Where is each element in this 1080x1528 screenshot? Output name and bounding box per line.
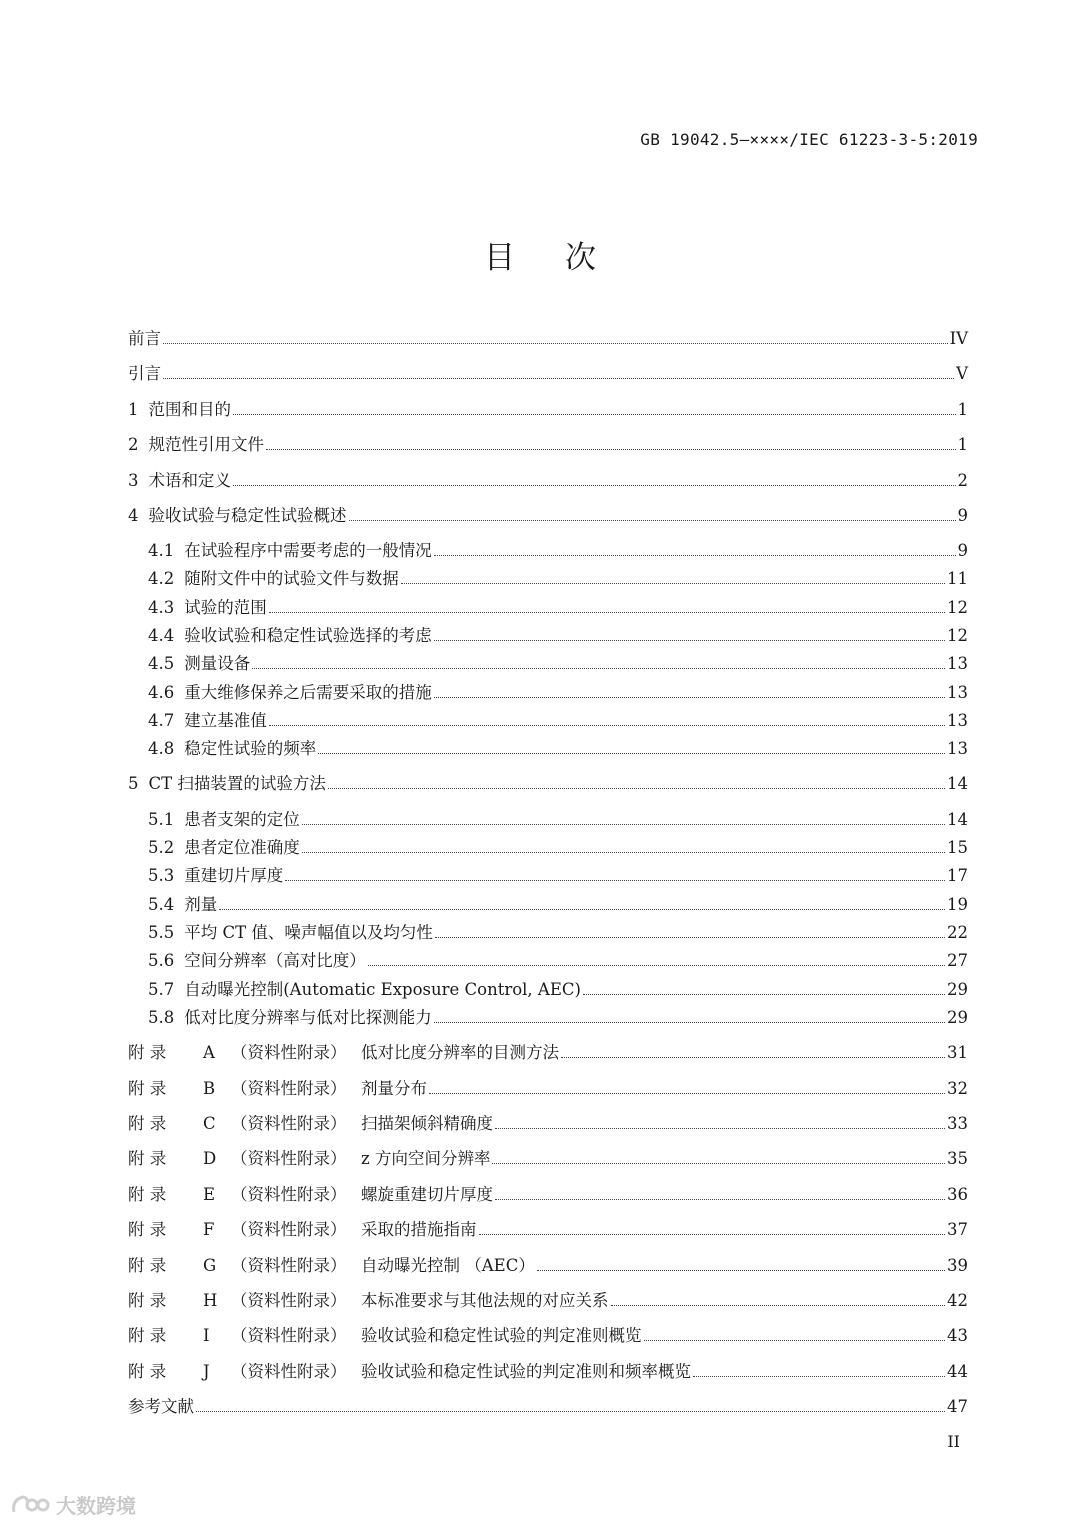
toc-entry[interactable] [128,1178,968,1206]
toc-entry-label [128,1396,194,1418]
toc-entry[interactable] [148,859,968,887]
toc-entry-label [128,434,264,456]
toc-entry-label [148,738,316,760]
appendix-type: （资料性附录） [231,1362,347,1381]
dot-leader [611,1305,946,1306]
section-number: 4.7 [148,711,175,730]
appendix-type: （资料性附录） [231,1149,347,1168]
section-title: 引言 [128,364,161,383]
section-title: 低对比度分辨率的目测方法 [361,1043,559,1062]
toc-page-number: 36 [947,1185,968,1204]
toc-page-number: 15 [947,838,968,857]
toc-entry-label [128,1042,559,1064]
toc-entry-label [148,950,366,972]
section-title: 范围和目的 [148,400,231,419]
toc-page-number: 13 [947,654,968,673]
section-number: 4.3 [148,598,175,617]
toc-entry-label [128,363,161,385]
toc-entry[interactable] [128,1107,968,1135]
toc-entry[interactable] [148,888,968,916]
dot-leader [434,697,945,698]
section-title: 建立基准值 [184,711,267,730]
section-number: 4.2 [148,569,175,588]
toc-entry[interactable] [148,704,968,732]
dot-leader [252,668,945,669]
dot-leader [429,1093,945,1094]
appendix-letter: I [203,1326,210,1345]
appendix-type: （资料性附录） [231,1256,347,1275]
toc-entry[interactable] [148,916,968,944]
section-number: 1 [128,400,139,419]
toc-entry[interactable] [128,499,968,527]
appendix-letter: C [203,1114,216,1133]
toc-entry-label [148,540,432,562]
section-title: 扫描架倾斜精确度 [361,1114,493,1133]
section-number: 5.8 [148,1008,175,1027]
dot-leader [269,725,945,726]
toc-page-number: 1 [957,435,968,454]
toc-page-number: 2 [957,471,968,490]
section-title: 试验的范围 [184,598,267,617]
toc-entry-label [128,1290,609,1312]
toc-entry-label [148,837,300,859]
dot-leader [434,555,956,556]
toc-entry-label [148,979,581,1001]
section-title: 剂量分布 [361,1079,427,1098]
section-title: 自动曝光控制(Automatic Exposure Control, AEC) [184,980,581,999]
section-number: 4.1 [148,541,175,560]
toc-entry[interactable] [128,1142,968,1170]
section-number: 4.4 [148,626,175,645]
section-number: 5.5 [148,923,175,942]
toc-entry[interactable] [128,767,968,795]
toc-entry[interactable] [148,1001,968,1029]
toc-page-number: 12 [947,626,968,645]
toc-entry-label [128,1255,535,1277]
appendix-word: 附 录 [128,1185,167,1204]
watermark-text: 大数跨境 [56,1494,136,1518]
toc-entry[interactable] [128,322,968,350]
toc-page-number: 22 [947,923,968,942]
toc-page-number: 47 [947,1397,968,1416]
toc-entry-label [148,1007,432,1029]
toc-entry[interactable] [128,464,968,492]
section-title: 稳定性试验的频率 [184,739,317,758]
toc-entry[interactable] [148,647,968,675]
section-title: 验收试验和稳定性试验选择的考虑 [184,626,432,645]
watermark-logo-icon [10,1492,50,1518]
appendix-letter: G [203,1256,217,1275]
toc-entry[interactable] [148,831,968,859]
dot-leader [479,1234,946,1235]
section-title: 重建切片厚度 [184,866,284,885]
section-title: 平均 CT 值、噪声幅值以及均匀性 [184,923,433,942]
toc-entry[interactable] [148,534,968,562]
toc-entry-label [128,1361,691,1383]
toc-entry[interactable] [148,803,968,831]
toc-page-number: 13 [947,711,968,730]
dot-leader [434,1022,945,1023]
section-title: 本标准要求与其他法规的对应关系 [361,1291,609,1310]
toc-entry-label [148,653,250,675]
toc-entry-label [148,682,432,704]
toc-entry[interactable] [148,944,968,972]
toc-page-number: 12 [947,598,968,617]
dot-leader [285,880,945,881]
section-title: 空间分辨率（高对比度） [184,951,366,970]
dot-leader [435,937,945,938]
section-title: 随附文件中的试验文件与数据 [184,569,399,588]
toc-entry[interactable] [148,619,968,647]
dot-leader [219,909,945,910]
toc-page-number: 39 [947,1256,968,1275]
toc-entry-label [148,894,217,916]
dot-leader [233,414,956,415]
appendix-type: （资料性附录） [231,1326,347,1345]
toc-entry[interactable] [148,676,968,704]
toc-entry-label [148,922,433,944]
appendix-type: （资料性附录） [231,1079,347,1098]
toc-entry[interactable] [148,591,968,619]
appendix-letter: E [203,1185,216,1204]
dot-leader [492,1163,945,1164]
appendix-letter: F [203,1220,215,1239]
section-title: 前言 [128,329,161,348]
toc-page-number: 37 [947,1220,968,1239]
section-title: 患者定位准确度 [184,838,300,857]
toc-entry[interactable] [128,1284,968,1312]
dot-leader [693,1376,945,1377]
appendix-word: 附 录 [128,1291,167,1310]
appendix-letter: B [203,1079,216,1098]
toc-page-number: 14 [947,774,968,793]
toc-entry-label [128,328,161,350]
page-number: II [947,1432,960,1451]
toc-page-number: 29 [947,980,968,999]
dot-leader [495,1199,945,1200]
section-title: 验收试验与稳定性试验概述 [148,506,347,525]
appendix-letter: H [203,1291,218,1310]
appendix-word: 附 录 [128,1256,167,1275]
appendix-word: 附 录 [128,1220,167,1239]
toc-page-number: 14 [947,810,968,829]
dot-leader [302,852,945,853]
dot-leader [163,343,948,344]
dot-leader [495,1128,945,1129]
section-title: CT 扫描装置的试验方法 [148,774,326,793]
toc-entry-label [148,597,267,619]
toc-entry-label [128,399,231,421]
toc-entry[interactable] [148,562,968,590]
toc-entry-label [128,1078,427,1100]
dot-leader [401,583,945,584]
appendix-word: 附 录 [128,1114,167,1133]
toc-page-number: 42 [947,1291,968,1310]
toc-page-number: 32 [947,1079,968,1098]
section-number: 5.7 [148,980,175,999]
toc-page-number: 29 [947,1008,968,1027]
dot-leader [163,378,954,379]
appendix-type: （资料性附录） [231,1291,347,1310]
section-number: 5.2 [148,838,175,857]
appendix-word: 附 录 [128,1149,167,1168]
toc-page-number: 33 [947,1114,968,1133]
section-title: 重大维修保养之后需要采取的措施 [184,683,432,702]
appendix-type: （资料性附录） [231,1043,347,1062]
section-number: 5 [128,774,139,793]
dot-leader [349,520,956,521]
toc-page-number: 43 [947,1326,968,1345]
section-number: 4.6 [148,683,175,702]
toc-page-number: 1 [957,400,968,419]
appendix-letter: A [203,1043,215,1062]
toc-entry-label [128,1113,493,1135]
appendix-type: （资料性附录） [231,1220,347,1239]
section-number: 4 [128,506,139,525]
toc-entry[interactable] [148,973,968,1001]
section-title: z 方向空间分辨率 [361,1149,491,1168]
section-number: 5.1 [148,810,175,829]
section-number: 2 [128,435,139,454]
toc-page-number: 19 [947,895,968,914]
dot-leader [583,994,945,995]
toc-entry[interactable] [128,1355,968,1383]
dot-leader [328,788,945,789]
section-title: 参考文献 [128,1397,194,1416]
toc-entry[interactable] [128,393,968,421]
toc-page-number: 17 [947,866,968,885]
toc-entry[interactable] [128,428,968,456]
toc-entry[interactable] [128,1036,968,1064]
toc-entry[interactable] [128,1390,968,1418]
toc-entry-label [148,568,399,590]
watermark [10,1490,136,1519]
section-title: 在试验程序中需要考虑的一般情况 [184,541,432,560]
section-title: 验收试验和稳定性试验的判定准则概览 [361,1326,642,1345]
toc-page-number: 9 [957,541,968,560]
appendix-letter: J [203,1362,210,1381]
dot-leader [644,1340,946,1341]
toc-entry-label [148,865,283,887]
section-title: 验收试验和稳定性试验的判定准则和频率概览 [361,1362,691,1381]
toc-entry-label [148,710,267,732]
toc-entry-label [148,625,432,647]
toc-page-number: 13 [947,683,968,702]
dot-leader [318,753,945,754]
dot-leader [233,485,956,486]
dot-leader [269,612,945,613]
toc-entry-label [128,1148,490,1170]
toc-page-number: 44 [947,1362,968,1381]
appendix-type: （资料性附录） [231,1185,347,1204]
section-number: 4.8 [148,739,175,758]
appendix-word: 附 录 [128,1079,167,1098]
section-number: 5.3 [148,866,175,885]
page-title: 目次 [484,240,646,276]
toc-entry[interactable] [148,732,968,760]
section-number: 5.6 [148,951,175,970]
section-title: 患者支架的定位 [184,810,300,829]
section-title: 剂量 [184,895,218,914]
toc-entry-label [128,1184,493,1206]
toc-entry-label [128,505,347,527]
section-number: 4.5 [148,654,175,673]
dot-leader [196,1411,945,1412]
section-number: 5.4 [148,895,175,914]
section-title: 测量设备 [184,654,251,673]
toc-entry[interactable] [128,357,968,385]
dot-leader [537,1270,945,1271]
dot-leader [561,1057,945,1058]
toc-entry[interactable] [128,1319,968,1347]
toc-entry-label [128,1219,477,1241]
section-title: 术语和定义 [148,471,231,490]
toc-entry[interactable] [128,1213,968,1241]
toc-page-number: IV [949,329,968,348]
section-title: 采取的措施指南 [361,1220,477,1239]
section-title: 自动曝光控制 （AEC） [361,1256,535,1275]
dot-leader [266,449,956,450]
appendix-word: 附 录 [128,1043,167,1062]
toc-page-number: 31 [947,1043,968,1062]
section-number: 3 [128,471,139,490]
appendix-type: （资料性附录） [231,1114,347,1133]
toc-entry-label [148,809,300,831]
toc-page-number: V [956,364,968,383]
toc-entry-label [128,1325,642,1347]
dot-leader [434,640,945,641]
toc-page-number: 35 [947,1149,968,1168]
toc-entry-label [128,773,326,795]
dot-leader [368,965,945,966]
appendix-letter: D [203,1149,217,1168]
toc-entry[interactable] [128,1249,968,1277]
standard-code: GB 19042.5—××××/IEC 61223-3-5:2019 [640,130,978,149]
toc-page-number: 11 [947,569,968,588]
section-title: 低对比度分辨率与低对比探测能力 [184,1008,432,1027]
toc-page-number: 9 [957,506,968,525]
dot-leader [302,824,945,825]
toc-page-number: 27 [947,951,968,970]
appendix-word: 附 录 [128,1326,167,1345]
toc-entry[interactable] [128,1072,968,1100]
toc-entry-label [128,470,231,492]
section-title: 螺旋重建切片厚度 [361,1185,493,1204]
appendix-word: 附 录 [128,1362,167,1381]
toc-page-number: 13 [947,739,968,758]
section-title: 规范性引用文件 [148,435,264,454]
